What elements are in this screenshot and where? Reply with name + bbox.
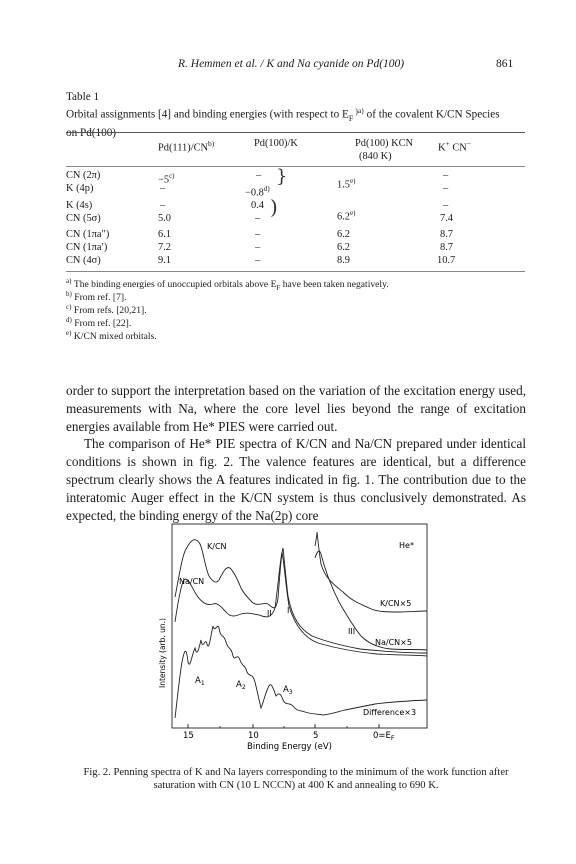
row-c1: – [160,200,166,211]
row-orbital: CN (1πa′) [66,242,108,253]
row-orbital: K (4s) [66,200,93,211]
table-caption-sup: a) [357,106,364,115]
cell-sup: e) [350,209,356,217]
paragraph-1: order to support the interpretation based on the variation of the excitation energy used, measurements with Na, where the core level lies beyond the range of excitation energies available from He* PIES were carried out. [66,383,526,434]
y-axis-label: Intensity (arb. un.) [158,618,167,688]
col-header-sublabel: (840 K) [359,151,392,162]
footnote-text: K/CN mixed orbitals. [73,331,157,343]
cell-sup: d) [263,185,270,193]
brace-k4s-group: ) [270,195,278,219]
row-c2: 0.4 [251,200,264,211]
col-header-label: Pd(100)/K [254,138,298,149]
label-difference: Difference×3 [363,708,417,717]
xtick-label-10: 10 [248,731,259,741]
row-c3: 6.2 [337,242,350,253]
col-header-pd111 [158,137,214,154]
table-top-rule [66,132,525,133]
row-c4: – [443,183,449,194]
row-orbital: K (4p) [66,183,94,194]
cell-sup: c) [169,172,175,180]
label-nacn: Na/CN [179,577,205,586]
cell-sup: e) [350,177,356,185]
label-A1 [195,676,205,687]
label-nacn-x5: Na/CN×5 [375,638,412,647]
x-axis-label: Binding Energy (eV) [247,742,332,752]
table-row [0,229,459,241]
paragraph-2: The comparison of He* PIE spectra of K/CN and Na/CN prepared under identical conditions is shown in fig. 2. The valence features are identical, but a difference spectrum clearly shows the A features indicated in fig. 1. The contribution due to the interatomic Auger effect in the K/CN system is thus conclusively demonstrated. As expected, the binding energy of the Na(2p) core [66,436,526,523]
footnote-text: The binding energies of unoccupied orbitals above E [73,279,277,291]
cell-value: 6.2 [337,211,350,223]
merged-c3-1 [337,175,355,191]
row-c2: – [255,255,261,266]
footnote-text: From refs. [20,21]. [73,305,147,317]
col-header-sup: b) [208,139,215,148]
footnote-mark: a) [66,277,72,285]
table-caption-text: Orbital assignments [4] and binding energies (with respect to E [66,108,349,121]
label-I: I [287,606,290,615]
footnote-text: From ref. [22]. [74,318,132,330]
table-title: Table 1 [66,91,100,103]
label-he: He* [399,541,414,550]
label-III: III [348,627,356,636]
label-A3-sub: 3 [288,689,293,696]
label-A2 [236,680,246,691]
row-c1: 6.1 [158,229,171,240]
xtick-label-5: 5 [313,731,319,741]
merged-cell-row [0,207,459,223]
row-c3: 6.2 [337,229,350,240]
row-c4: 8.7 [440,242,453,253]
col-header-label2: CN [449,142,467,154]
label-A2-sub: 2 [241,684,246,691]
row-c4: – [443,170,449,181]
row-c1: 7.2 [158,242,171,253]
label-kcn: K/CN [207,542,227,551]
col-header-label: Pd(100) KCN [355,138,414,149]
xtick-label-0 [373,731,395,742]
row-orbital: CN (5σ) [66,213,101,224]
footnote-mark: e) [66,329,72,337]
running-header [0,58,576,74]
figure-penning-spectra [155,522,431,759]
label-A1-main: A [195,676,201,686]
row-c3: 8.9 [337,255,350,266]
figure-caption: Fig. 2. Penning spectra of K and Na layers corresponding to the minimum of the work function after saturation with CN (10 L NCCN) at 400 K and annealing to 690 K. [83,767,509,791]
col-header-pd100-kcn [355,137,413,163]
col-header-label: Pd(111)/CN [158,142,209,154]
body-text [66,382,526,524]
cell-value: −5 [158,174,170,186]
row-orbital: CN (2π) [66,170,101,181]
row-c4: – [443,200,449,211]
row-orbital: CN (1πa″) [66,229,110,240]
xtick-label-0-text: 0=E [373,731,391,741]
row-orbital: CN (4σ) [66,255,101,266]
row-c4: 8.7 [440,229,453,240]
table-row [0,255,459,267]
table-row [0,242,459,254]
col-header-kcn-salt [438,137,471,154]
row-c4: 10.7 [437,255,456,266]
col-header-label: K [438,142,446,154]
row-c2: – [256,170,262,181]
table-caption-line1: Orbital assignments [4] and binding energies (with respect to $E_F$ $^{)a)}$ of the covalent K/CN Species [66,106,500,123]
row-c1: 9.1 [158,255,171,266]
footnote-mark: d) [66,316,72,324]
label-II: II [267,609,272,618]
footnote-text-end: have been taken negatively. [280,279,389,291]
running-title: R. Hemmen et al. / K and Na cyanide on Pd(100) [178,58,405,70]
label-A3 [283,685,293,696]
footnote-e [66,328,157,342]
row-c1: – [160,183,166,194]
row-c2: – [255,242,261,253]
cell-value: −0.8 [245,187,264,199]
table-caption-sub: F [348,113,354,123]
page-number: 861 [496,58,514,70]
brace-k-group: } [276,166,288,187]
label-A3-main: A [283,685,289,695]
table-bottom-rule [66,271,525,272]
kcn-curve [175,540,427,653]
table-caption-line2: on Pd(100) [66,126,117,139]
footnote-text: From ref. [7]. [74,292,127,304]
label-A2-main: A [236,680,242,690]
merged-c3-2 [337,207,355,223]
row-c4: 7.4 [440,213,453,224]
xtick-label-0-sub: F [390,734,395,742]
plot-frame [172,524,427,728]
col-header-sup2: − [466,139,472,148]
row-c2: – [255,213,261,224]
footnote-sub: F [276,284,281,293]
label-kcn-x5: K/CN×5 [380,599,412,608]
col-header-sup: + [445,139,450,148]
col-header-pd100-k [254,137,298,150]
table-header-rule [66,166,525,167]
label-A1-sub: 1 [200,680,205,687]
footnote-mark: b) [66,290,72,298]
table-caption-end: of the covalent K/CN Species [363,108,500,121]
row-c1: 5.0 [158,213,171,224]
footnote-mark: c) [66,303,72,311]
row-c2: – [255,229,261,240]
spectra-plot [155,522,431,754]
cell-value: 1.5 [337,179,350,191]
xtick-label-15: 15 [183,731,194,741]
